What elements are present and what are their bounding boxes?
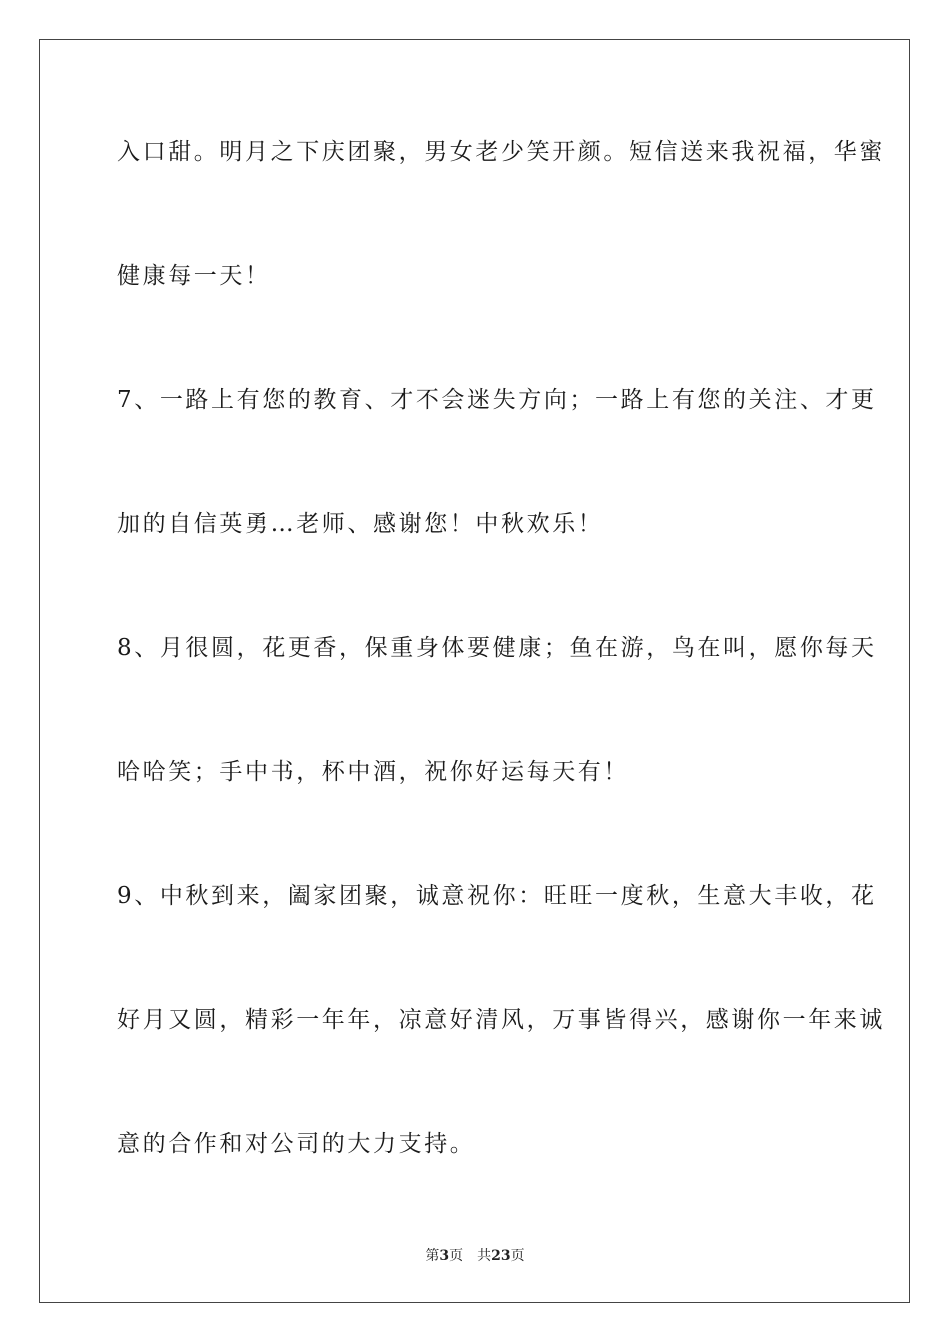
page-footer <box>0 1247 950 1265</box>
total-suffix: 页 <box>510 1248 525 1264</box>
text-line: 加的自信英勇…老师、感谢您！中秋欢乐！ <box>117 511 604 537</box>
total-pages: 23 <box>491 1248 511 1264</box>
page-suffix: 页 <box>449 1248 464 1264</box>
text-line: 入口甜。明月之下庆团聚，男女老少笑开颜。短信送来我祝福，华蜜 <box>117 139 885 165</box>
page-number: 3 <box>439 1248 450 1264</box>
text-line: 意的合作和对公司的大力支持。 <box>117 1131 476 1157</box>
text-line: 好月又圆，精彩一年年，凉意好清风，万事皆得兴，感谢你一年来诚 <box>117 1007 885 1033</box>
text-line: 哈哈笑；手中书，杯中酒，祝你好运每天有！ <box>117 759 629 785</box>
text-line: 9、中秋到来，阖家团聚，诚意祝你：旺旺一度秋，生意大丰收，花 <box>117 883 877 909</box>
text-line: 7、一路上有您的教育、才不会迷失方向；一路上有您的关注、才更 <box>117 387 877 413</box>
page-prefix: 第 <box>425 1248 440 1264</box>
page-frame <box>39 39 910 1303</box>
text-line: 健康每一天！ <box>117 263 271 289</box>
total-prefix: 共 <box>477 1248 492 1264</box>
text-line: 8、月很圆，花更香，保重身体要健康；鱼在游，鸟在叫，愿你每天 <box>117 635 877 661</box>
